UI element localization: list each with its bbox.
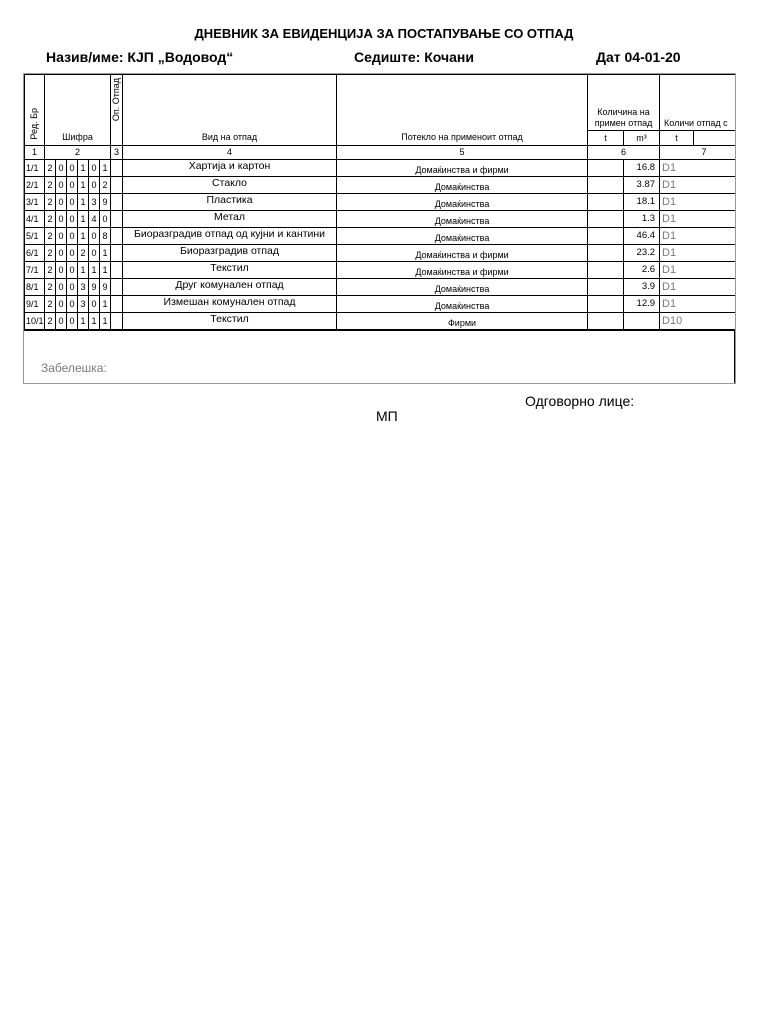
op-mark xyxy=(111,296,123,313)
code-digit: 2 xyxy=(45,296,56,313)
qty-t xyxy=(588,194,624,211)
col-header-qty-next-t: t xyxy=(660,131,694,146)
code-digit: 0 xyxy=(89,160,100,177)
col-header-op: Оп. Отпад xyxy=(111,75,123,146)
waste-type: Друг комунален отпад xyxy=(123,279,337,296)
code-digit: 8 xyxy=(100,228,111,245)
disposal-operation: D1 xyxy=(660,245,736,262)
code-digit: 1 xyxy=(100,160,111,177)
code-digit: 0 xyxy=(67,177,78,194)
code-digit: 1 xyxy=(100,245,111,262)
col-num-6: 6 xyxy=(588,146,660,160)
code-digit: 0 xyxy=(56,177,67,194)
code-digit: 3 xyxy=(89,194,100,211)
code-digit: 2 xyxy=(45,245,56,262)
table-row xyxy=(25,279,737,296)
qty-t xyxy=(588,245,624,262)
qty-t xyxy=(588,160,624,177)
code-digit: 1 xyxy=(78,228,89,245)
code-digit: 2 xyxy=(45,177,56,194)
record-date: Дат 04-01-20 xyxy=(596,49,681,65)
page-title: ДНЕВНИК ЗА ЕВИДЕНЦИЈА ЗА ПОСТАПУВАЊЕ СО ОТПАД xyxy=(194,26,574,41)
code-digit: 0 xyxy=(67,296,78,313)
table-row xyxy=(25,211,737,228)
code-digit: 2 xyxy=(45,211,56,228)
code-digit: 1 xyxy=(78,177,89,194)
code-digit: 2 xyxy=(45,262,56,279)
code-digit: 2 xyxy=(45,160,56,177)
qty-m3 xyxy=(624,313,660,330)
code-digit: 0 xyxy=(89,177,100,194)
disposal-operation: D1 xyxy=(660,160,736,177)
code-digit: 0 xyxy=(56,313,67,330)
responsible-person-label: Одговорно лице: xyxy=(525,393,635,409)
code-digit: 4 xyxy=(89,211,100,228)
code-digit: 9 xyxy=(100,279,111,296)
col-header-qty-received: Количина на примен отпад xyxy=(588,75,660,131)
code-digit: 1 xyxy=(78,211,89,228)
op-mark xyxy=(111,211,123,228)
code-digit: 0 xyxy=(56,296,67,313)
qty-t xyxy=(588,296,624,313)
code-digit: 0 xyxy=(67,262,78,279)
row-number: 3/1 xyxy=(25,194,45,211)
qty-m3: 16.8 xyxy=(624,160,660,177)
code-digit: 0 xyxy=(56,245,67,262)
table-row xyxy=(25,245,737,262)
note-area xyxy=(24,330,735,383)
col-num-5: 5 xyxy=(337,146,588,160)
row-number: 9/1 xyxy=(25,296,45,313)
qty-t xyxy=(588,228,624,245)
code-digit: 0 xyxy=(67,279,78,296)
waste-type: Стакло xyxy=(123,177,337,194)
col-num-3: 3 xyxy=(111,146,123,160)
op-mark xyxy=(111,160,123,177)
qty-m3: 3.9 xyxy=(624,279,660,296)
waste-log-grid xyxy=(24,74,736,330)
row-number: 10/1 xyxy=(25,313,45,330)
waste-type: Пластика xyxy=(123,194,337,211)
table-row xyxy=(25,160,737,177)
waste-origin: Домаќинства xyxy=(337,296,588,313)
qty-t xyxy=(588,211,624,228)
code-digit: 0 xyxy=(56,160,67,177)
table-row xyxy=(25,228,737,245)
disposal-operation: D1 xyxy=(660,296,736,313)
waste-log-table xyxy=(23,73,736,384)
code-digit: 1 xyxy=(89,313,100,330)
waste-origin: Домаќинства и фирми xyxy=(337,262,588,279)
code-digit: 2 xyxy=(78,245,89,262)
code-digit: 1 xyxy=(78,313,89,330)
company-seat: Седиште: Кочани xyxy=(354,49,474,65)
code-digit: 9 xyxy=(100,194,111,211)
op-mark xyxy=(111,262,123,279)
code-digit: 2 xyxy=(100,177,111,194)
code-digit: 0 xyxy=(67,313,78,330)
code-digit: 3 xyxy=(78,279,89,296)
col-num-2: 2 xyxy=(45,146,111,160)
code-digit: 0 xyxy=(56,228,67,245)
row-number: 1/1 xyxy=(25,160,45,177)
waste-type: Измешан комунален отпад xyxy=(123,296,337,313)
disposal-operation: D1 xyxy=(660,228,736,245)
qty-m3: 3.87 xyxy=(624,177,660,194)
disposal-operation: D1 xyxy=(660,194,736,211)
col-num-1: 1 xyxy=(25,146,45,160)
row-number: 7/1 xyxy=(25,262,45,279)
op-mark xyxy=(111,228,123,245)
waste-origin: Фирми xyxy=(337,313,588,330)
waste-origin: Домаќинства xyxy=(337,279,588,296)
col-num-7: 7 xyxy=(660,146,736,160)
row-number: 2/1 xyxy=(25,177,45,194)
waste-type: Текстил xyxy=(123,262,337,279)
code-digit: 2 xyxy=(45,228,56,245)
code-digit: 9 xyxy=(89,279,100,296)
disposal-operation: D1 xyxy=(660,211,736,228)
table-row xyxy=(25,296,737,313)
waste-origin: Домаќинства xyxy=(337,194,588,211)
code-digit: 1 xyxy=(100,296,111,313)
code-digit: 1 xyxy=(100,262,111,279)
code-digit: 0 xyxy=(67,160,78,177)
code-digit: 0 xyxy=(67,245,78,262)
row-number: 6/1 xyxy=(25,245,45,262)
col-header-qty-next: Количи отпад с xyxy=(660,75,736,131)
code-digit: 0 xyxy=(100,211,111,228)
waste-origin: Домаќинства xyxy=(337,177,588,194)
col-header-row-no: Ред. Бр xyxy=(25,75,45,146)
qty-t xyxy=(588,279,624,296)
op-mark xyxy=(111,313,123,330)
row-number: 5/1 xyxy=(25,228,45,245)
qty-m3: 18.1 xyxy=(624,194,660,211)
qty-m3: 23.2 xyxy=(624,245,660,262)
table-row xyxy=(25,262,737,279)
waste-origin: Домаќинства xyxy=(337,228,588,245)
qty-m3: 2.6 xyxy=(624,262,660,279)
table-row xyxy=(25,177,737,194)
qty-t xyxy=(588,313,624,330)
qty-m3: 1.3 xyxy=(624,211,660,228)
col-header-code: Шифра xyxy=(45,75,111,146)
waste-type: Хартија и картон xyxy=(123,160,337,177)
col-header-type: Вид на отпад xyxy=(123,75,337,146)
waste-type: Биоразградив отпад од кујни и кантини xyxy=(123,228,337,245)
code-digit: 0 xyxy=(67,228,78,245)
col-header-qty-t: t xyxy=(588,131,624,146)
code-digit: 0 xyxy=(56,262,67,279)
code-digit: 1 xyxy=(89,262,100,279)
waste-type: Метал xyxy=(123,211,337,228)
code-digit: 2 xyxy=(45,279,56,296)
code-digit: 0 xyxy=(67,194,78,211)
qty-m3: 46.4 xyxy=(624,228,660,245)
waste-origin: Домаќинства xyxy=(337,211,588,228)
code-digit: 0 xyxy=(89,228,100,245)
code-digit: 1 xyxy=(78,160,89,177)
waste-type: Биоразградив отпад xyxy=(123,245,337,262)
code-digit: 2 xyxy=(45,313,56,330)
company-name: Назив/име: КЈП „Водовод“ xyxy=(46,49,234,65)
code-digit: 0 xyxy=(89,296,100,313)
code-digit: 1 xyxy=(100,313,111,330)
stamp-label: МП xyxy=(376,408,398,424)
op-mark xyxy=(111,245,123,262)
code-digit: 3 xyxy=(78,296,89,313)
empty-cell xyxy=(694,131,736,146)
qty-m3: 12.9 xyxy=(624,296,660,313)
code-digit: 0 xyxy=(56,194,67,211)
table-row xyxy=(25,194,737,211)
code-digit: 0 xyxy=(89,245,100,262)
col-header-origin: Потекло на применоит отпад xyxy=(337,75,588,146)
code-digit: 0 xyxy=(56,279,67,296)
disposal-operation: D10 xyxy=(660,313,736,330)
col-num-4: 4 xyxy=(123,146,337,160)
op-mark xyxy=(111,279,123,296)
row-number: 8/1 xyxy=(25,279,45,296)
qty-t xyxy=(588,262,624,279)
waste-origin: Домаќинства и фирми xyxy=(337,160,588,177)
op-mark xyxy=(111,194,123,211)
code-digit: 2 xyxy=(45,194,56,211)
code-digit: 1 xyxy=(78,194,89,211)
disposal-operation: D1 xyxy=(660,262,736,279)
code-digit: 0 xyxy=(67,211,78,228)
code-digit: 0 xyxy=(56,211,67,228)
note-label: Забелешка: xyxy=(41,361,107,375)
waste-origin: Домаќинства и фирми xyxy=(337,245,588,262)
code-digit: 1 xyxy=(78,262,89,279)
waste-type: Текстил xyxy=(123,313,337,330)
disposal-operation: D1 xyxy=(660,177,736,194)
op-mark xyxy=(111,177,123,194)
row-number: 4/1 xyxy=(25,211,45,228)
qty-t xyxy=(588,177,624,194)
disposal-operation: D1 xyxy=(660,279,736,296)
table-row xyxy=(25,313,737,330)
col-header-qty-m3: m³ xyxy=(624,131,660,146)
